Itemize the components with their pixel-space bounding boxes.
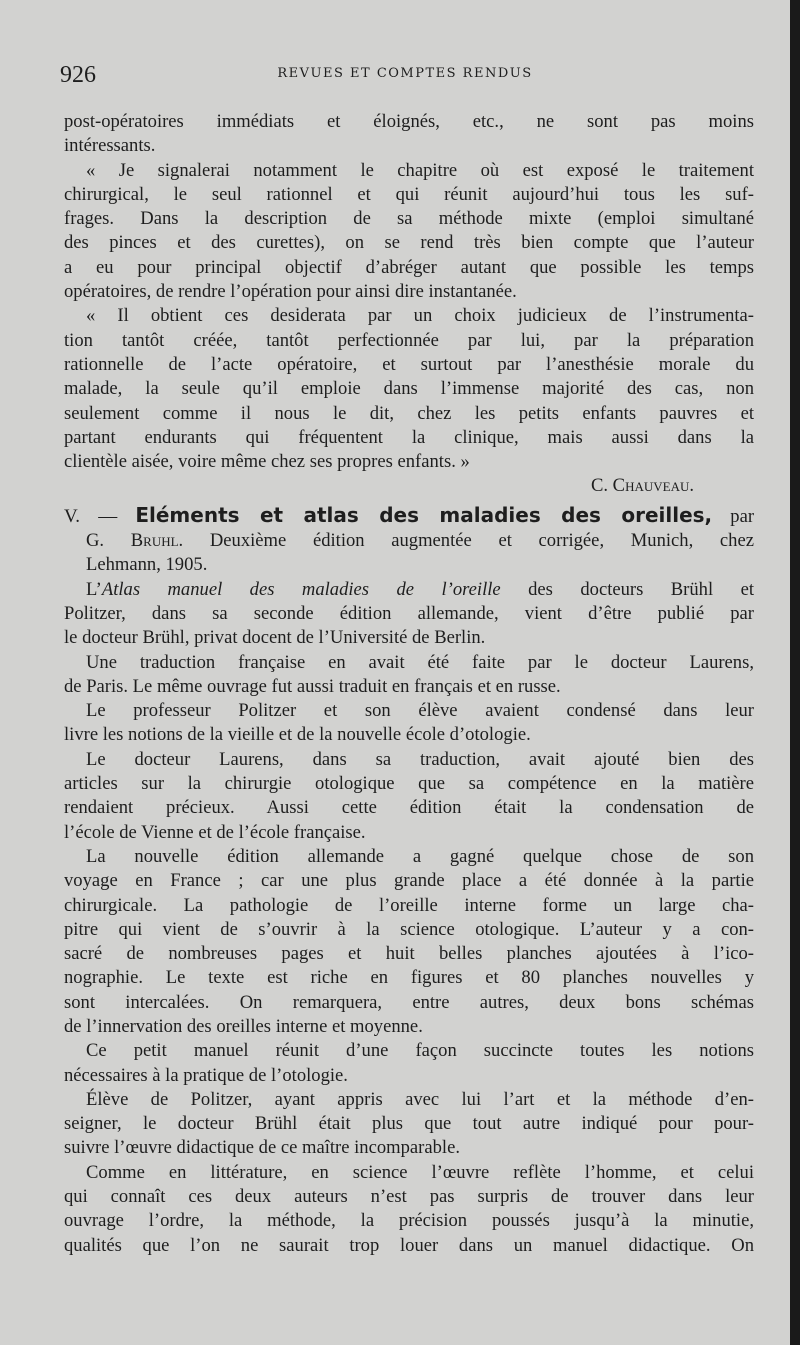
text-line: Comme en littérature, en science l’œuvre reflète l’homme, et celui — [86, 1161, 754, 1183]
section-title: Eléments et atlas des maladies des oreilles, — [135, 502, 713, 527]
text-line: de l’innervation des oreilles interne et moyenne. — [64, 1015, 423, 1037]
text-line: La nouvelle édition allemande a gagné quelque chose de son — [86, 845, 754, 867]
text-line: rendaient précieux. Aussi cette édition était la condensation de — [64, 797, 754, 819]
text-line: seigner, le docteur Brühl était plus que tout autre indiqué pour pour- — [64, 1113, 754, 1135]
text-line: post-opératoires immédiats et éloignés, etc., ne sont pas moins — [64, 111, 754, 132]
text-line: ouvrage l’ordre, la méthode, la précision poussés jusqu’à la minutie, — [64, 1210, 754, 1232]
text-line: Élève de Politzer, ayant appris avec lui l’art et la méthode d’en- — [86, 1088, 754, 1110]
text-line: « Il obtient ces desiderata par un choix judicieux de l’instrumenta- — [86, 305, 754, 327]
text-line: tion tantôt créée, tantôt perfectionnée par lui, par la préparation — [64, 329, 754, 351]
section-first-line: L’Atlas manuel des maladies de l’oreille des docteurs Brühl et — [86, 578, 754, 600]
page-body — [64, 110, 754, 1258]
section-publisher: Lehmann, 1905. — [86, 554, 208, 576]
text-line: le docteur Brühl, privat docent de l’Université de Berlin. — [64, 627, 486, 649]
page-header — [60, 62, 750, 92]
text-line: intéressants. — [64, 135, 156, 157]
text-line: des pinces et des curettes), on se rend très bien compte que l’auteur — [64, 232, 754, 254]
text-line: qualités que l’on ne saurait trop louer dans un manuel didactique. On — [64, 1234, 754, 1256]
text-line: a eu pour principal objectif d’abréger autant que possible les temps — [64, 256, 754, 278]
text-line: malade, la seule qu’il emploie dans l’immense majorité des cas, non — [64, 378, 754, 400]
section-v-heading — [64, 503, 754, 578]
section-number: V. — — [64, 505, 118, 527]
text-line: voyage en France ; car une plus grande place a été donnée à la partie — [64, 870, 754, 892]
text-line: Le professeur Politzer et son élève avaient condensé dans leur — [86, 700, 754, 722]
text-line: rationnelle de l’acte opératoire, et surtout par l’anesthésie morale du — [64, 353, 754, 375]
review-chauveau — [64, 110, 754, 474]
book-title: Atlas manuel des maladies de l’oreille — [101, 578, 501, 600]
text-line: Le docteur Laurens, dans sa traduction, avait ajouté bien des — [86, 748, 754, 770]
text-line: l’école de Vienne et de l’école française. — [64, 821, 366, 843]
page-number: 926 — [60, 62, 96, 88]
review-bruhl-text — [64, 602, 754, 1258]
text-line: livre les notions de la vieille et de la nouvelle école d’otologie. — [64, 724, 531, 746]
section-author: G. Bruhl. — [86, 530, 184, 552]
text-line: qui connaît ces deux auteurs n’est pas surpris de trouver dans leur — [64, 1186, 754, 1208]
text-line: sont intercalées. On remarquera, entre autres, deux bons schémas — [64, 991, 754, 1013]
text-line: partant endurants qui fréquentent la clinique, mais aussi dans la — [64, 426, 754, 448]
text-line: sacré de nombreuses pages et huit belles planches ajoutées à l’ico- — [64, 943, 754, 965]
text-line: clientèle aisée, voire même chez ses propres enfants. » — [64, 451, 470, 473]
text-line: « Je signalerai notamment le chapitre où est exposé le traitement — [86, 159, 754, 181]
section-v-author-line — [64, 529, 754, 553]
text-line: chirurgical, le seul rationnel et qui réunit aujourd’hui tous les suf- — [64, 183, 754, 205]
text-line: pitre qui vient de s’ouvrir à la science otologique. L’auteur y a con- — [64, 918, 754, 940]
section-edition: Deuxième édition augmentée et corrigée, Munich, chez — [209, 530, 754, 552]
review-signature: C. Chauveau. — [590, 475, 694, 497]
text-line: Ce petit manuel réunit d’une façon succincte toutes les notions — [86, 1040, 754, 1062]
text-line: frages. Dans la description de sa méthode mixte (emploi simultané — [64, 208, 754, 230]
text-line: Politzer, dans sa seconde édition allemande, vient d’être publié par — [64, 602, 754, 624]
text-line: chirurgicale. La pathologie de l’oreille interne forme un large cha- — [64, 894, 754, 916]
section-by: par — [730, 505, 755, 527]
text-line: opératoires, de rendre l’opération pour ainsi dire instantanée. — [64, 281, 517, 303]
text-line: articles sur la chirurgie otologique que sa compétence en la matière — [64, 773, 754, 795]
text-line: Une traduction française en avait été faite par le docteur Laurens, — [86, 651, 754, 673]
text-line: nographie. Le texte est riche en figures et 80 planches nouvelles y — [64, 967, 754, 989]
text-line: seulement comme il nous le dit, chez les petits enfants pauvres et — [64, 402, 754, 424]
running-head: REVUES ET COMPTES RENDUS — [277, 66, 533, 81]
text-line: de Paris. Le même ouvrage fut aussi traduit en français et en russe. — [64, 675, 561, 697]
text-line: suivre l’œuvre didactique de ce maître incomparable. — [64, 1137, 460, 1159]
text-line: nécessaires à la pratique de l’otologie. — [64, 1064, 348, 1086]
section-v-title-line — [64, 503, 754, 529]
